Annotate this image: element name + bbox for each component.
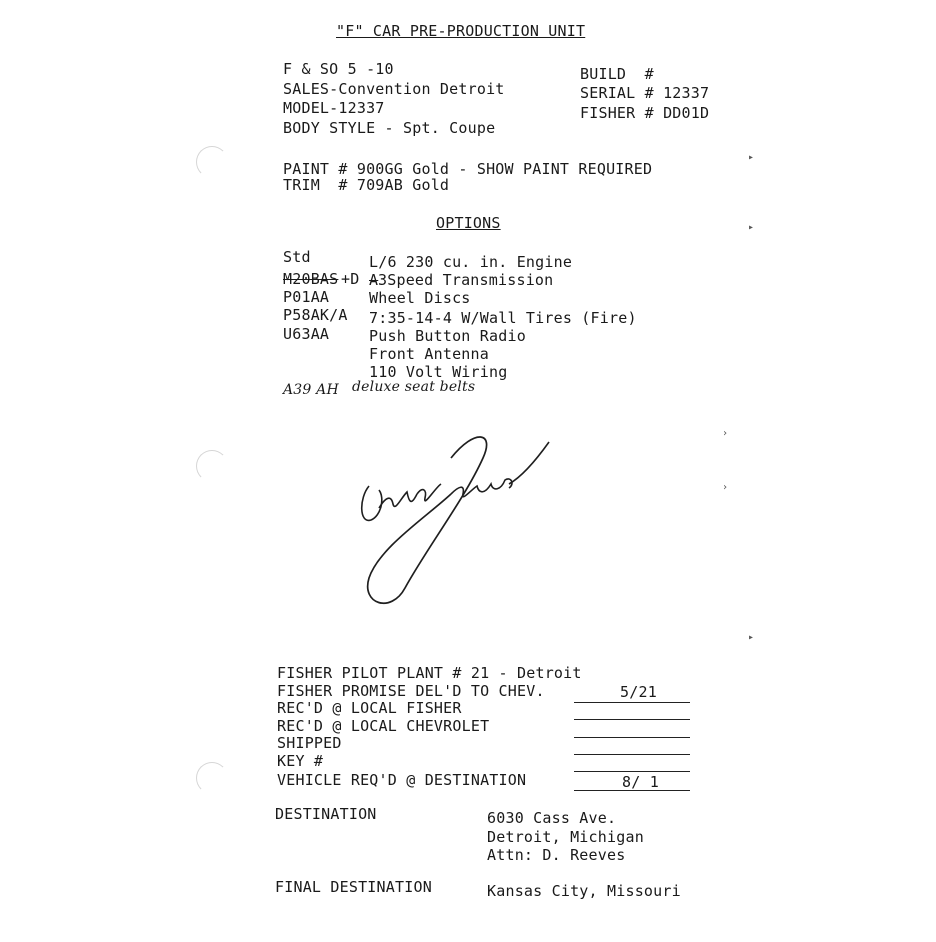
punch-hole-bottom [196, 762, 228, 794]
status-label: SHIPPED [277, 734, 342, 752]
header-line-4: BODY STYLE - Spt. Coupe [283, 119, 496, 137]
scan-mark: ▸ [748, 152, 755, 163]
status-label: KEY # [277, 752, 324, 770]
option-code: U63AA [283, 325, 330, 343]
status-value: 8/ 1 [622, 773, 659, 791]
punch-hole-top [196, 146, 228, 178]
final-destination-label: FINAL DESTINATION [275, 878, 432, 896]
scan-mark: ▸ [748, 222, 755, 233]
destination-line: 6030 Cass Ave. [487, 809, 617, 827]
options-heading: OPTIONS [436, 214, 501, 232]
paint-line: PAINT # 900GG Gold - SHOW PAINT REQUIRED [283, 160, 653, 178]
fisher-field: FISHER # DD01D [580, 104, 710, 122]
option-code-struck: M20BAS [283, 270, 339, 288]
signature [355, 428, 555, 608]
fill-in-line [574, 771, 690, 772]
scan-mark: › [722, 482, 729, 493]
destination-line: Detroit, Michigan [487, 828, 644, 846]
status-label: REC'D @ LOCAL CHEVROLET [277, 717, 490, 735]
scan-mark: ▸ [748, 632, 755, 643]
status-label: FISHER PILOT PLANT # 21 - Detroit [277, 664, 582, 682]
option-desc: Push Button Radio [369, 327, 526, 345]
status-label: VEHICLE REQ'D @ DESTINATION [277, 771, 527, 789]
header-line-3: MODEL-12337 [283, 99, 385, 117]
status-label: FISHER PROMISE DEL'D TO CHEV. [277, 682, 545, 700]
option-desc: L/6 230 cu. in. Engine [369, 253, 573, 271]
scan-mark: › [722, 428, 729, 439]
option-code-suffix: +D [341, 270, 360, 288]
handwritten-option-desc: deluxe seat belts [352, 379, 476, 395]
fill-in-line [574, 790, 690, 791]
punch-hole-middle [196, 450, 228, 482]
serial-field: SERIAL # 12337 [580, 84, 710, 102]
option-code: P01AA [283, 288, 330, 306]
option-desc-prefix: A [369, 271, 379, 289]
option-desc: Wheel Discs [369, 289, 471, 307]
build-field: BUILD # [580, 65, 654, 83]
option-desc: 3Speed Transmission [378, 271, 554, 289]
fill-in-line [574, 737, 690, 738]
status-value: 5/21 [620, 683, 657, 701]
fill-in-line [574, 702, 690, 703]
destination-label: DESTINATION [275, 805, 377, 823]
final-destination-value: Kansas City, Missouri [487, 882, 681, 900]
option-desc: 110 Volt Wiring [369, 363, 508, 381]
header-line-2: SALES-Convention Detroit [283, 80, 505, 98]
fill-in-line [574, 719, 690, 720]
fill-in-line [574, 754, 690, 755]
status-label: REC'D @ LOCAL FISHER [277, 699, 462, 717]
document-title: "F" CAR PRE-PRODUCTION UNIT [336, 22, 586, 40]
option-desc: Front Antenna [369, 345, 489, 363]
option-code: P58AK/A [283, 306, 348, 324]
destination-line: Attn: D. Reeves [487, 846, 626, 864]
option-desc: 7:35-14-4 W/Wall Tires (Fire) [369, 309, 637, 327]
handwritten-option-code: A39 AH [283, 382, 339, 398]
trim-line: TRIM # 709AB Gold [283, 176, 450, 194]
option-code: Std [283, 248, 311, 266]
header-line-1: F & SO 5 -10 [283, 60, 394, 78]
